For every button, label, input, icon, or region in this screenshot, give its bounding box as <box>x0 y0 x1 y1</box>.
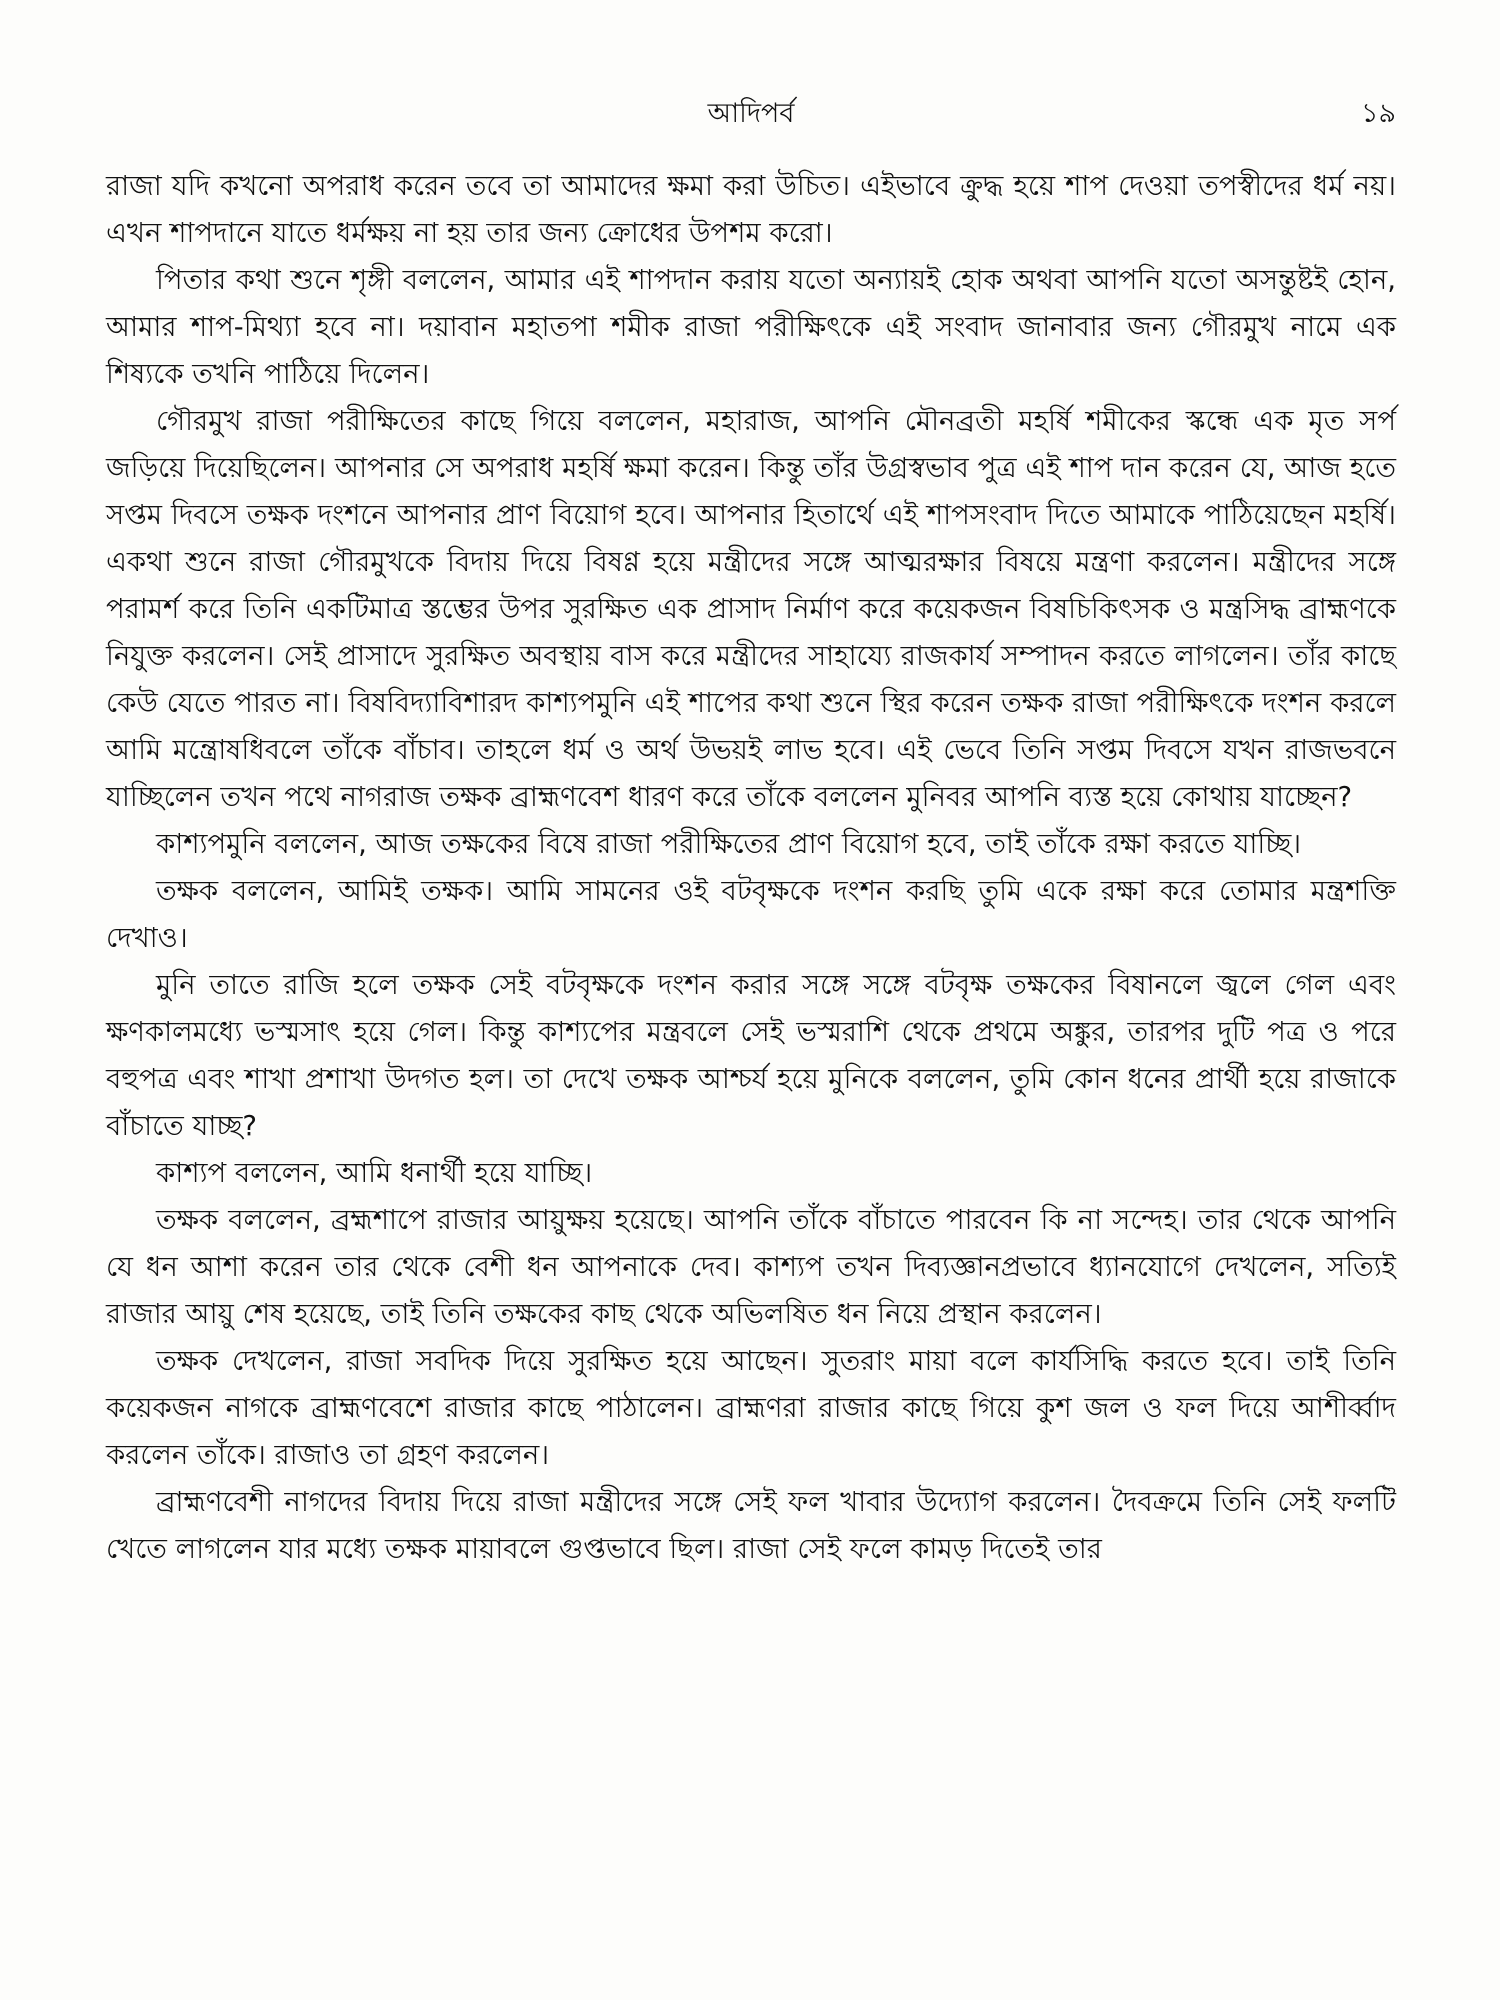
paragraph: কাশ্যপমুনি বললেন, আজ তক্ষকের বিষে রাজা পরীক্ষিতের প্রাণ বিয়োগ হবে, তাই তাঁকে রক্ষা করতে যাচ্ছি। <box>156 828 1302 860</box>
page-number: ১৯ <box>1360 98 1396 129</box>
body-text <box>106 163 1396 1573</box>
paragraph: মুনি তাতে রাজি হলে তক্ষক সেই বটবৃক্ষকে দংশন করার সঙ্গে সঙ্গে বটবৃক্ষ তক্ষকের বিষানলে জ্বলে গেল এবং ক্ষণকালমধ্যে ভস্মসাৎ হয়ে গেল। কিন্তু কাশ্যপের মন্ত্রবলে সেই ভস্মরাশি থেকে প্রথমে অঙ্কুর, তারপর দুটি পত্র ও পরে বহুপত্র এবং শাখা প্রশাখা উদগত হল। তা দেখে তক্ষক আশ্চর্য হয়ে মুনিকে বললেন, তুমি কোন ধনের প্রার্থী হয়ে রাজাকে বাঁচাতে যাচ্ছ? <box>106 969 1396 1142</box>
paragraph: কাশ্যপ বললেন, আমি ধনার্থী হয়ে যাচ্ছি। <box>156 1157 593 1189</box>
paragraph: তক্ষক বললেন, আমিই তক্ষক। আমি সামনের ওই বটবৃক্ষকে দংশন করছি তুমি একে রক্ষা করে তোমার মন্ত্রশক্তি দেখাও। <box>106 875 1396 954</box>
paragraph: গৌরমুখ রাজা পরীক্ষিতের কাছে গিয়ে বললেন, মহারাজ, আপনি মৌনব্রতী মহর্ষি শমীকের স্কন্ধে এক মৃত সর্প জড়িয়ে দিয়েছিলেন। আপনার সে অপরাধ মহর্ষি ক্ষমা করেন। কিন্তু তাঁর উগ্রস্বভাব পুত্র এই শাপ দান করেন যে, আজ হতে সপ্তম দিবসে তক্ষক দংশনে আপনার প্রাণ বিয়োগ হবে। আপনার হিতার্থে এই শাপসংবাদ দিতে আমাকে পাঠিয়েছেন মহর্ষি। একথা শুনে রাজা গৌরমুখকে বিদায় দিয়ে বিষণ্ণ হয়ে মন্ত্রীদের সঙ্গে আত্মরক্ষার বিষয়ে মন্ত্রণা করলেন। মন্ত্রীদের সঙ্গে পরামর্শ করে তিনি একটিমাত্র স্তম্ভের উপর সুরক্ষিত এক প্রাসাদ নির্মাণ করে কয়েকজন বিষচিকিৎসক ও মন্ত্রসিদ্ধ ব্রাহ্মণকে নিযুক্ত করলেন। সেই প্রাসাদে সুরক্ষিত অবস্থায় বাস করে মন্ত্রীদের সাহায্যে রাজকার্য সম্পাদন করতে লাগলেন। তাঁর কাছে কেউ যেতে পারত না। বিষবিদ্যাবিশারদ কাশ্যপমুনি এই শাপের কথা শুনে স্থির করেন তক্ষক রাজা পরীক্ষিৎকে দংশন করলে আমি মন্ত্রোষধিবলে তাঁকে বাঁচাব। তাহলে ধর্ম ও অর্থ উভয়ই লাভ হবে। এই ভেবে তিনি সপ্তম দিবসে যখন রাজভবনে যাচ্ছিলেন তখন পথে নাগরাজ তক্ষক ব্রাহ্মণবেশ ধারণ করে তাঁকে বললেন মুনিবর আপনি ব্যস্ত হয়ে কোথায় যাচ্ছেন? <box>106 405 1396 813</box>
paragraph: পিতার কথা শুনে শৃঙ্গী বললেন, আমার এই শাপদান করায় যতো অন্যায়ই হোক অথবা আপনি যতো অসন্তুষ্টই হোন, আমার শাপ-মিথ্যা হবে না। দয়াবান মহাতপা শমীক রাজা পরীক্ষিৎকে এই সংবাদ জানাবার জন্য গৌরমুখ নামে এক শিষ্যকে তখনি পাঠিয়ে দিলেন। <box>106 264 1396 390</box>
paragraph: তক্ষক বললেন, ব্রহ্মশাপে রাজার আয়ুক্ষয় হয়েছে। আপনি তাঁকে বাঁচাতে পারবেন কি না সন্দেহ। তার থেকে আপনি যে ধন আশা করেন তার থেকে বেশী ধন আপনাকে দেব। কাশ্যপ তখন দিব্যজ্ঞানপ্রভাবে ধ্যানযোগে দেখলেন, সত্যিই রাজার আয়ু শেষ হয়েছে, তাই তিনি তক্ষকের কাছ থেকে অভিলষিত ধন নিয়ে প্রস্থান করলেন। <box>106 1204 1396 1330</box>
paragraph: ব্রাহ্মণবেশী নাগদের বিদায় দিয়ে রাজা মন্ত্রীদের সঙ্গে সেই ফল খাবার উদ্যোগ করলেন। দৈবক্রমে তিনি সেই ফলটি খেতে লাগলেন যার মধ্যে তক্ষক মায়াবলে গুপ্তভাবে ছিল। রাজা সেই ফলে কামড় দিতেই তার <box>106 1486 1396 1565</box>
paragraph: রাজা যদি কখনো অপরাধ করেন তবে তা আমাদের ক্ষমা করা উচিত। এইভাবে ক্রুদ্ধ হয়ে শাপ দেওয়া তপস্বীদের ধর্ম নয়। এখন শাপদানে যাতে ধর্মক্ষয় না হয় তার জন্য ক্রোধের উপশম করো। <box>106 170 1396 249</box>
running-head <box>106 94 1396 134</box>
chapter-title: আদিপর্ব <box>707 98 795 129</box>
paragraph: তক্ষক দেখলেন, রাজা সবদিক দিয়ে সুরক্ষিত হয়ে আছেন। সুতরাং মায়া বলে কার্যসিদ্ধি করতে হবে। তাই তিনি কয়েকজন নাগকে ব্রাহ্মণবেশে রাজার কাছে পাঠালেন। ব্রাহ্মণরা রাজার কাছে গিয়ে কুশ জল ও ফল দিয়ে আশীর্ব্বাদ করলেন তাঁকে। রাজাও তা গ্রহণ করলেন। <box>106 1345 1396 1471</box>
